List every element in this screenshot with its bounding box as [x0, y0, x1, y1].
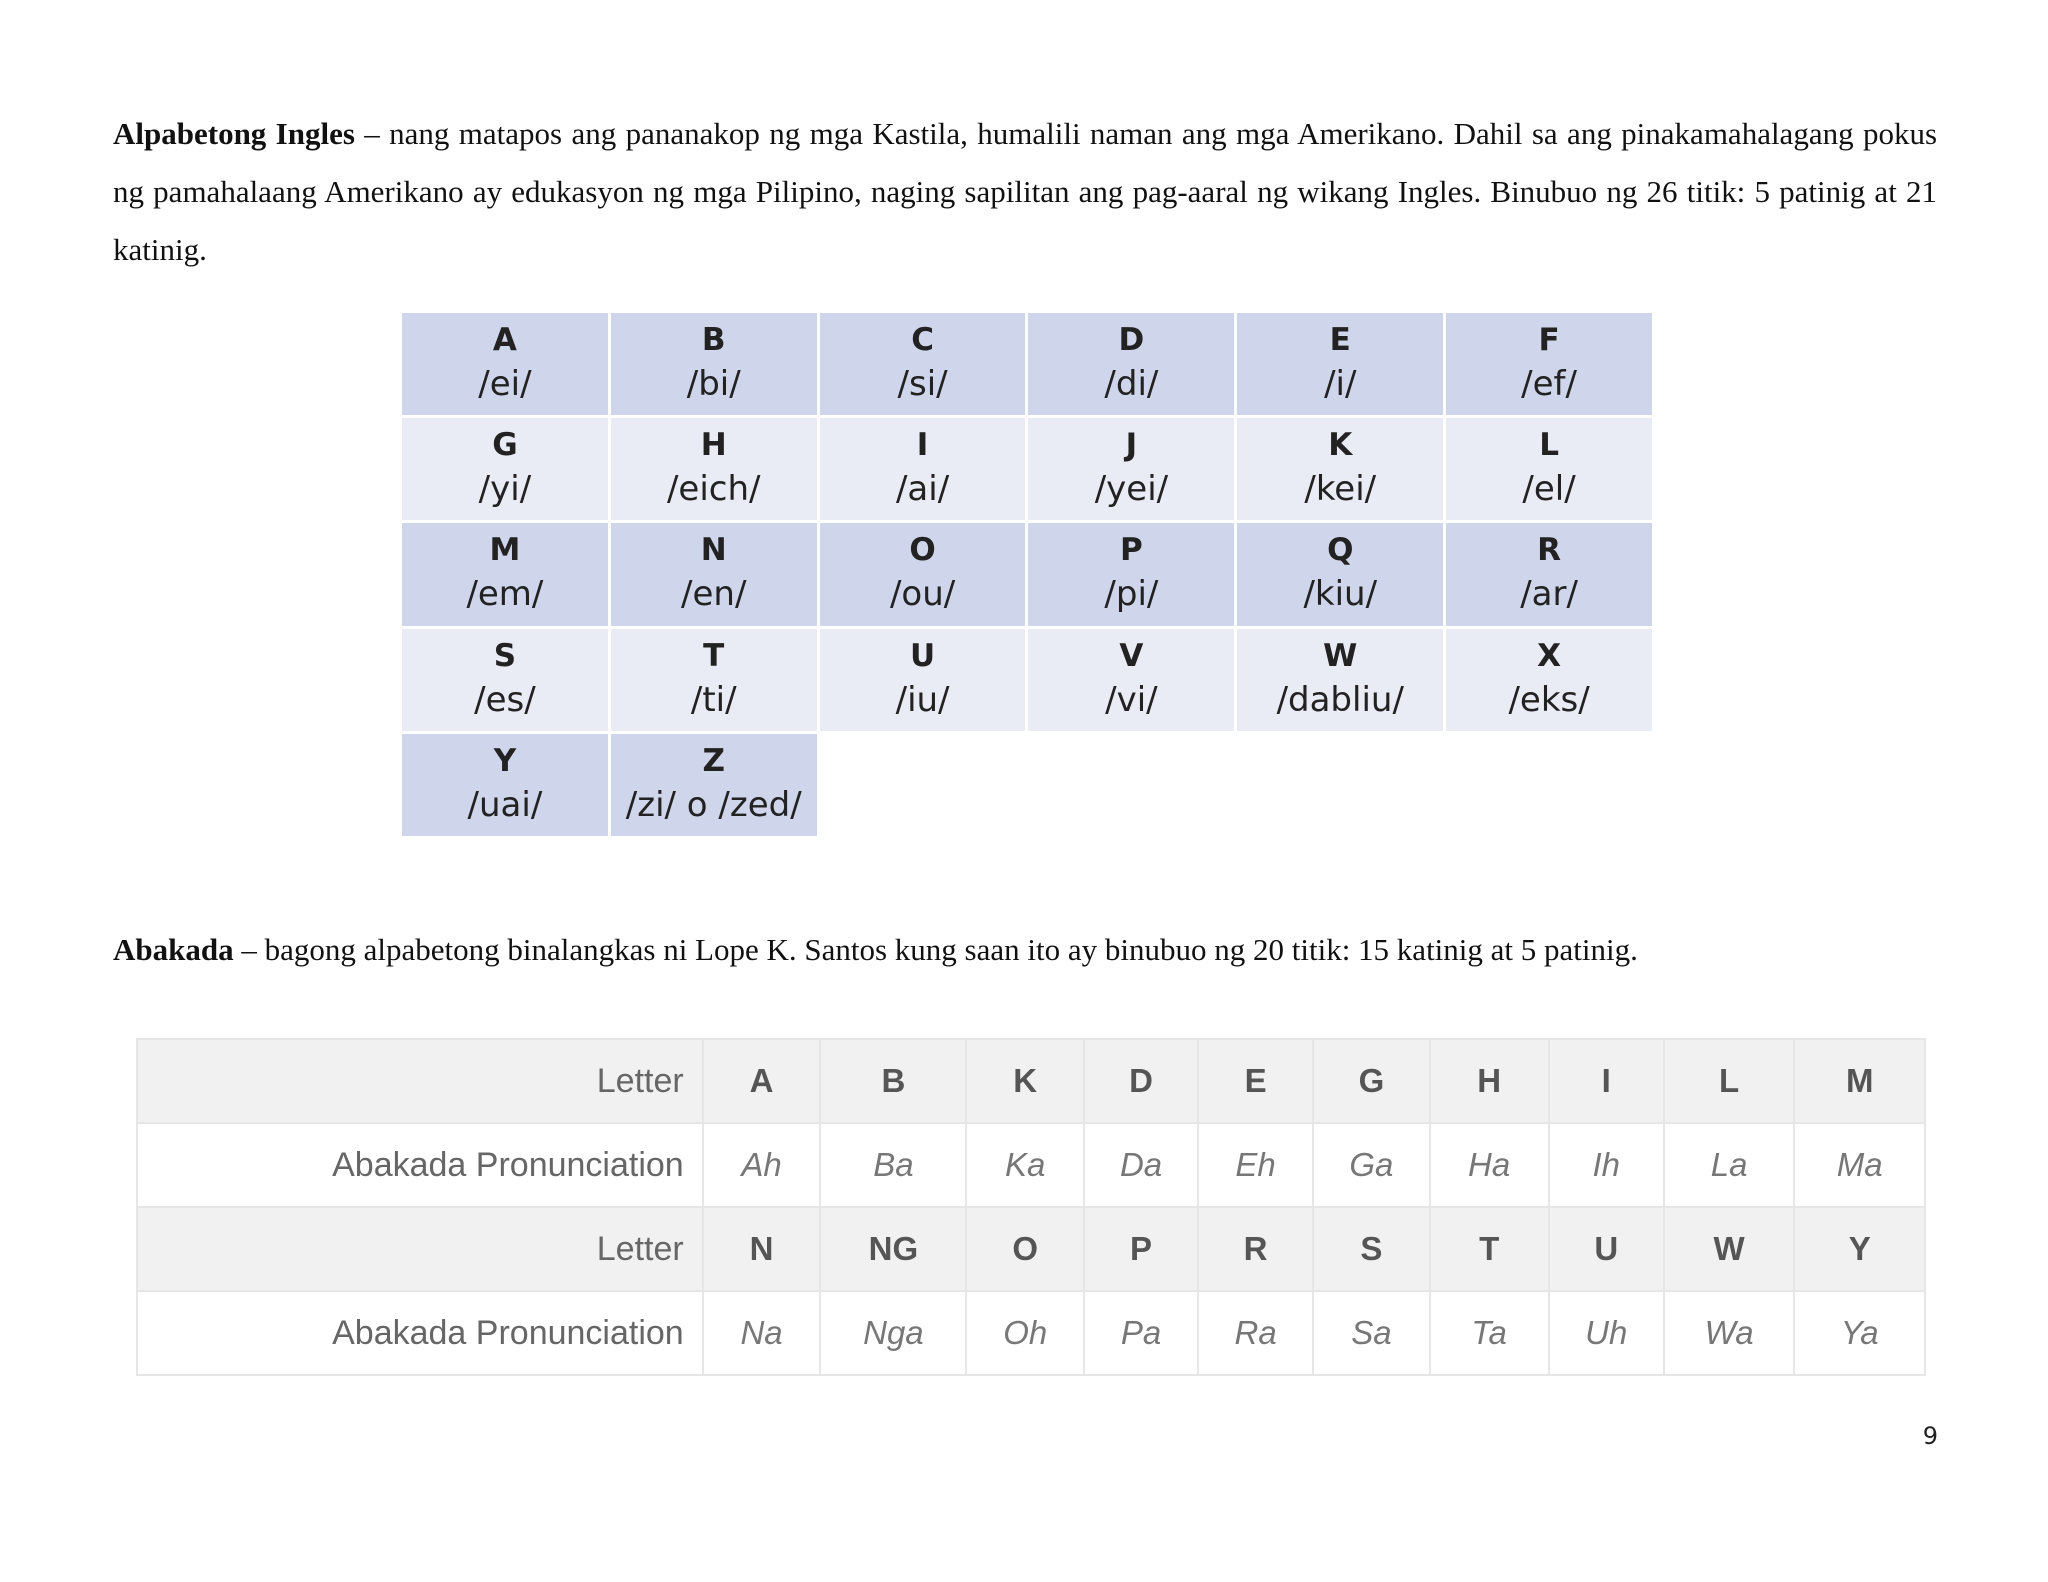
alphabet-cell: [820, 629, 1026, 731]
alphabet-letter: J: [1125, 427, 1138, 464]
alphabet-cell: [1237, 523, 1443, 625]
alphabet-letter: W: [1323, 637, 1358, 674]
alphabet-cell: [820, 313, 1026, 415]
alphabet-letter: N: [700, 532, 727, 569]
empty-cell: [1446, 734, 1652, 836]
letter-row-header: Letter: [137, 1039, 703, 1123]
abakada-pronunciation: Wa: [1664, 1291, 1795, 1375]
paragraph-alpabetong-ingles: [113, 105, 1937, 279]
alphabet-sound: /ti/: [690, 679, 737, 720]
abakada-pronunciation: Ha: [1430, 1123, 1549, 1207]
alphabet-sound: /kei/: [1304, 469, 1377, 510]
alphabet-sound: /en/: [681, 574, 747, 615]
alphabet-cell: [611, 523, 817, 625]
abakada-letter: Y: [1794, 1207, 1925, 1291]
abakada-pronunciation: Oh: [966, 1291, 1084, 1375]
alphabet-letter: V: [1119, 637, 1144, 674]
abakada-letter: A: [703, 1039, 821, 1123]
description-alpabetong-ingles: – nang matapos ang pananakop ng mga Kastila, humalili naman ang mga Amerikano. Dahil sa ang pinakamahalagang pokus ng pamahalaang Amerikano ay edukasyon ng mga Pilipino, naging sapilitan ang pag-aaral ng wikang Ingles. Binubuo ng 26 titik: 5 patinig at 21 katinig.: [113, 116, 1938, 267]
alphabet-cell: [1028, 418, 1234, 520]
term-abakada: Abakada: [113, 932, 234, 967]
alphabet-cell: [820, 523, 1026, 625]
page-number: 9: [1922, 1422, 1938, 1450]
description-abakada: – bagong alpabetong binalangkas ni Lope K. Santos kung saan ito ay binubuo ng 20 titik: 15 katinig at 5 patinig.: [233, 932, 1638, 967]
term-alpabetong-ingles: Alpabetong Ingles: [113, 116, 355, 151]
abakada-pronunciation: Na: [703, 1291, 821, 1375]
abakada-letter: D: [1084, 1039, 1198, 1123]
alphabet-letter: P: [1120, 532, 1143, 569]
alphabet-cell: [611, 629, 817, 731]
alphabet-sound: /yi/: [478, 469, 532, 510]
alphabet-cell: [611, 313, 817, 415]
alphabet-cell: [402, 418, 608, 520]
abakada-pronunciation: La: [1664, 1123, 1795, 1207]
abakada-pronunciation: Ah: [703, 1123, 821, 1207]
alphabet-letter: K: [1328, 427, 1353, 464]
alphabet-sound: /eich/: [666, 469, 761, 510]
abakada-pronunciation: Ya: [1794, 1291, 1925, 1375]
alphabet-letter: E: [1329, 322, 1351, 359]
alphabet-letter: A: [492, 322, 517, 359]
alphabet-sound: /ai/: [895, 469, 950, 510]
alphabet-letter: L: [1539, 427, 1559, 464]
alphabet-sound: /iu/: [895, 679, 950, 720]
alphabet-letter: Y: [493, 742, 517, 779]
abakada-letter: N: [703, 1207, 821, 1291]
alphabet-letter: F: [1538, 322, 1560, 359]
alphabet-letter: S: [493, 637, 517, 674]
abakada-letter: R: [1198, 1207, 1313, 1291]
abakada-letter: W: [1664, 1207, 1795, 1291]
abakada-letter: M: [1794, 1039, 1925, 1123]
abakada-pronunciation: Ih: [1549, 1123, 1664, 1207]
alphabet-letter: C: [911, 322, 934, 359]
abakada-pronunciation: Ma: [1794, 1123, 1925, 1207]
alphabet-cell: [1237, 313, 1443, 415]
abakada-letter: O: [966, 1207, 1084, 1291]
pronunciation-row-header: Abakada Pronunciation: [137, 1291, 703, 1375]
alphabet-sound: /kiu/: [1303, 574, 1378, 615]
english-alphabet-table: [402, 313, 1652, 836]
abakada-letter: S: [1313, 1207, 1429, 1291]
alphabet-cell: [1237, 418, 1443, 520]
abakada-pronunciation: Ka: [966, 1123, 1084, 1207]
alphabet-sound: /i/: [1324, 364, 1357, 405]
alphabet-sound: /uai/: [467, 784, 543, 825]
alphabet-cell: [1028, 629, 1234, 731]
abakada-letter: E: [1198, 1039, 1313, 1123]
alphabet-cell: [402, 734, 608, 836]
abakada-pronunciation: Ba: [820, 1123, 966, 1207]
alphabet-sound: /ou/: [889, 574, 956, 615]
alphabet-sound: /si/: [897, 364, 948, 405]
abakada-letter: L: [1664, 1039, 1795, 1123]
alphabet-sound: /vi/: [1105, 679, 1158, 720]
alphabet-sound: /zi/ o /zed/: [625, 784, 802, 825]
alphabet-letter: G: [492, 427, 518, 464]
alphabet-sound: /yei/: [1094, 469, 1169, 510]
alphabet-letter: B: [701, 322, 726, 359]
abakada-letter-row: [137, 1039, 1925, 1123]
alphabet-cell: [611, 418, 817, 520]
alphabet-cell: [402, 523, 608, 625]
empty-cell: [1237, 734, 1443, 836]
alphabet-letter: X: [1537, 637, 1562, 674]
abakada-pronunciation: Ta: [1430, 1291, 1549, 1375]
empty-cell: [1028, 734, 1234, 836]
alphabet-cell: [1446, 313, 1652, 415]
alphabet-sound: /ef/: [1521, 364, 1577, 405]
alphabet-cell: [1446, 523, 1652, 625]
abakada-letter: K: [966, 1039, 1084, 1123]
abakada-pronunciation: Pa: [1084, 1291, 1198, 1375]
alphabet-letter: O: [909, 532, 936, 569]
abakada-table: [136, 1038, 1926, 1376]
alphabet-letter: R: [1537, 532, 1561, 569]
abakada-pronunciation: Da: [1084, 1123, 1198, 1207]
alphabet-sound: /eks/: [1508, 679, 1590, 720]
abakada-letter-row: [137, 1207, 1925, 1291]
alphabet-cell: [820, 418, 1026, 520]
alphabet-letter: Z: [702, 742, 725, 779]
empty-cell: [820, 734, 1026, 836]
alphabet-sound: /ei/: [478, 364, 532, 405]
abakada-letter: T: [1430, 1207, 1549, 1291]
alphabet-sound: /pi/: [1104, 574, 1159, 615]
alphabet-cell: [1028, 523, 1234, 625]
abakada-pronunciation: Eh: [1198, 1123, 1313, 1207]
abakada-letter: H: [1430, 1039, 1549, 1123]
alphabet-sound: /ar/: [1520, 574, 1578, 615]
alphabet-cell: [1028, 313, 1234, 415]
alphabet-sound: /bi/: [686, 364, 741, 405]
alphabet-cell: [402, 313, 608, 415]
paragraph-abakada: [113, 921, 1937, 979]
abakada-letter: U: [1549, 1207, 1664, 1291]
abakada-letter: B: [820, 1039, 966, 1123]
alphabet-sound: /el/: [1522, 469, 1576, 510]
alphabet-sound: /dabliu/: [1276, 679, 1404, 720]
alphabet-letter: I: [916, 427, 929, 464]
alphabet-letter: Q: [1327, 532, 1354, 569]
pronunciation-row-header: Abakada Pronunciation: [137, 1123, 703, 1207]
abakada-pronunciation: Ga: [1313, 1123, 1429, 1207]
abakada-pronunciation-row: [137, 1291, 1925, 1375]
abakada-pronunciation: Uh: [1549, 1291, 1664, 1375]
alphabet-letter: D: [1118, 322, 1145, 359]
abakada-pronunciation-row: [137, 1123, 1925, 1207]
alphabet-sound: /em/: [466, 574, 544, 615]
letter-row-header: Letter: [137, 1207, 703, 1291]
alphabet-sound: /di/: [1104, 364, 1159, 405]
abakada-pronunciation: Sa: [1313, 1291, 1429, 1375]
abakada-letter: P: [1084, 1207, 1198, 1291]
alphabet-cell: [1446, 418, 1652, 520]
abakada-letter: NG: [820, 1207, 966, 1291]
alphabet-letter: U: [909, 637, 936, 674]
alphabet-cell: [1237, 629, 1443, 731]
alphabet-letter: H: [700, 427, 727, 464]
alphabet-sound: /es/: [474, 679, 536, 720]
abakada-letter: I: [1549, 1039, 1664, 1123]
alphabet-letter: M: [489, 532, 521, 569]
alphabet-cell: [402, 629, 608, 731]
abakada-pronunciation: Ra: [1198, 1291, 1313, 1375]
alphabet-letter: T: [703, 637, 725, 674]
alphabet-cell: [1446, 629, 1652, 731]
abakada-letter: G: [1313, 1039, 1429, 1123]
abakada-pronunciation: Nga: [820, 1291, 966, 1375]
alphabet-cell: [611, 734, 817, 836]
